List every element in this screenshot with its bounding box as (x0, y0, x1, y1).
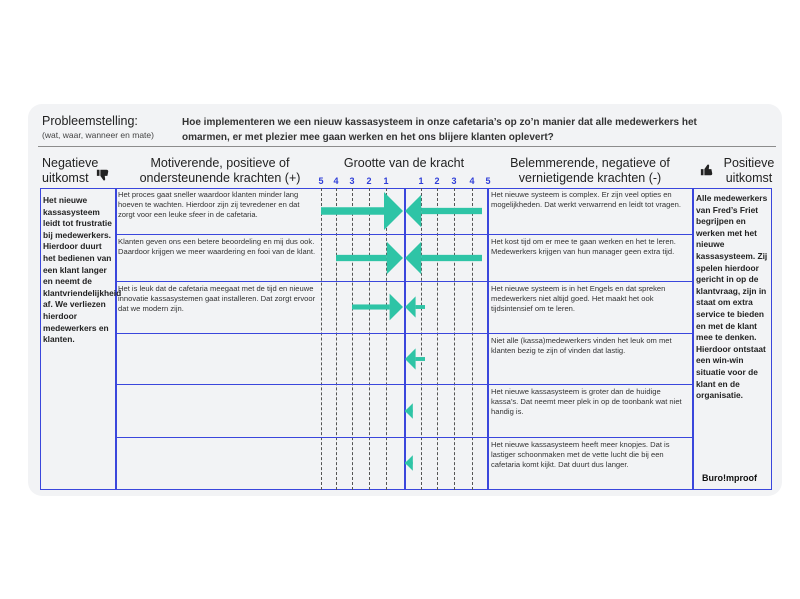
problem-question: Hoe implementeren we een nieuw kassasysteem in onze cafetaria’s op zo’n manier dat alle medewerkers het omarmen, er met plezier mee gaan werken en het ons blijere klanten oplevert? (182, 117, 697, 143)
company-logo: Buro!mproof (702, 473, 757, 483)
negative-force-arrow (405, 348, 425, 369)
negative-force-arrow (405, 242, 482, 274)
positive-force-arrow (321, 192, 403, 230)
header-negative-outcome: Negatieve uitkomst (42, 156, 99, 185)
negative-outcome-text: Het nieuwe kassasysteem leidt tot frustratie bij medewerkers. Hierdoor duurt het bedienen van een klant langer en neemt de klantvriendelijkheid af. We verliezen hierdoor medewerkers en klanten. (43, 195, 122, 345)
scale-left-1: 1 (383, 176, 389, 186)
negative-force-arrow (405, 296, 425, 317)
positive-force-cell: Het is leuk dat de cafetaria meegaat met de tijd en nieuwe innovatie kassasystemen gaat installeren. Dat zorgt ervoor dat we modern zijn. (118, 284, 316, 313)
positive-force-cell: Het proces gaat sneller waardoor klanten minder lang hoeven te wachten. Hierdoor zijn zij tevredener en dat zorgt voor een leuke sfeer in de cafetaria. (118, 190, 300, 219)
scale-left-2: 2 (366, 176, 372, 186)
negative-force-cell: Het kost tijd om er mee te gaan werken en het te leren. Medewerkers krijgen van hun manager geen extra tijd. (491, 237, 676, 256)
scale-right-1: 1 (418, 176, 424, 186)
negative-force-arrow (405, 455, 413, 471)
problem-sublabel: (wat, waar, wanneer en mate) (42, 130, 154, 140)
header-motivating: Motiverende, positieve of ondersteunende krachten (+) (139, 156, 301, 185)
scale-left-3: 3 (349, 176, 355, 186)
negative-force-cell: Het nieuwe kassasysteem heeft meer knopjes. Dat is lastiger schoonmaken met de vette lucht die bij een cafetaria komt kijkt. Dat duurt dus langer. (491, 440, 670, 469)
negative-force-arrow (405, 403, 413, 419)
scale-right-5: 5 (485, 176, 491, 186)
problem-label: Probleemstelling: (42, 114, 138, 128)
negative-force-cell: Het nieuwe systeem is in het Engels en dat spreken medewerkers niet altijd goed. Het maakt het ook tijdsintensief om te leren. (491, 284, 666, 313)
negative-force-arrow (405, 195, 482, 227)
positive-force-arrow (336, 242, 403, 274)
scale-right-2: 2 (434, 176, 440, 186)
header-restraining: Belemmerende, negatieve of vernietigende krachten (-) (510, 156, 670, 185)
negative-force-cell: Het nieuwe kassasysteem is groter dan de huidige kassa’s. Dat neemt meer plek in op de toonbank wat niet handig is. (491, 387, 682, 416)
positive-outcome-text: Alle medewerkers van Fred’s Friet begrijpen en werken met het nieuwe kassasysteem. Zij spelen hierdoor gericht in op de klantvraag, zijn in staat om extra service te bieden en met de klant mee te denken. Hierdoor ontstaat een win-win situatie voor de klant en de organisatie. (696, 193, 768, 401)
scale-right-3: 3 (451, 176, 457, 186)
header-force-size: Grootte van de kracht (343, 156, 465, 170)
scale-left-5: 5 (318, 176, 324, 186)
scale-left-4: 4 (333, 176, 339, 186)
positive-force-cell: Klanten geven ons een betere beoordeling en mij dus ook. Daardoor krijgen we meer waardering en fooi van de klant. (118, 237, 316, 256)
scale-right-4: 4 (469, 176, 475, 186)
positive-force-arrow (352, 294, 403, 321)
negative-force-cell: Niet alle (kassa)medewerkers vinden het leuk om met klanten bezig te zijn of vinden dat lastig. (491, 336, 672, 355)
header-positive-outcome: Positieve uitkomst (723, 156, 775, 185)
negative-force-cell: Het nieuwe systeem is complex. Er zijn veel opties en mogelijkheden. Dat werkt verwarrend en leidt tot vragen. (491, 190, 681, 209)
